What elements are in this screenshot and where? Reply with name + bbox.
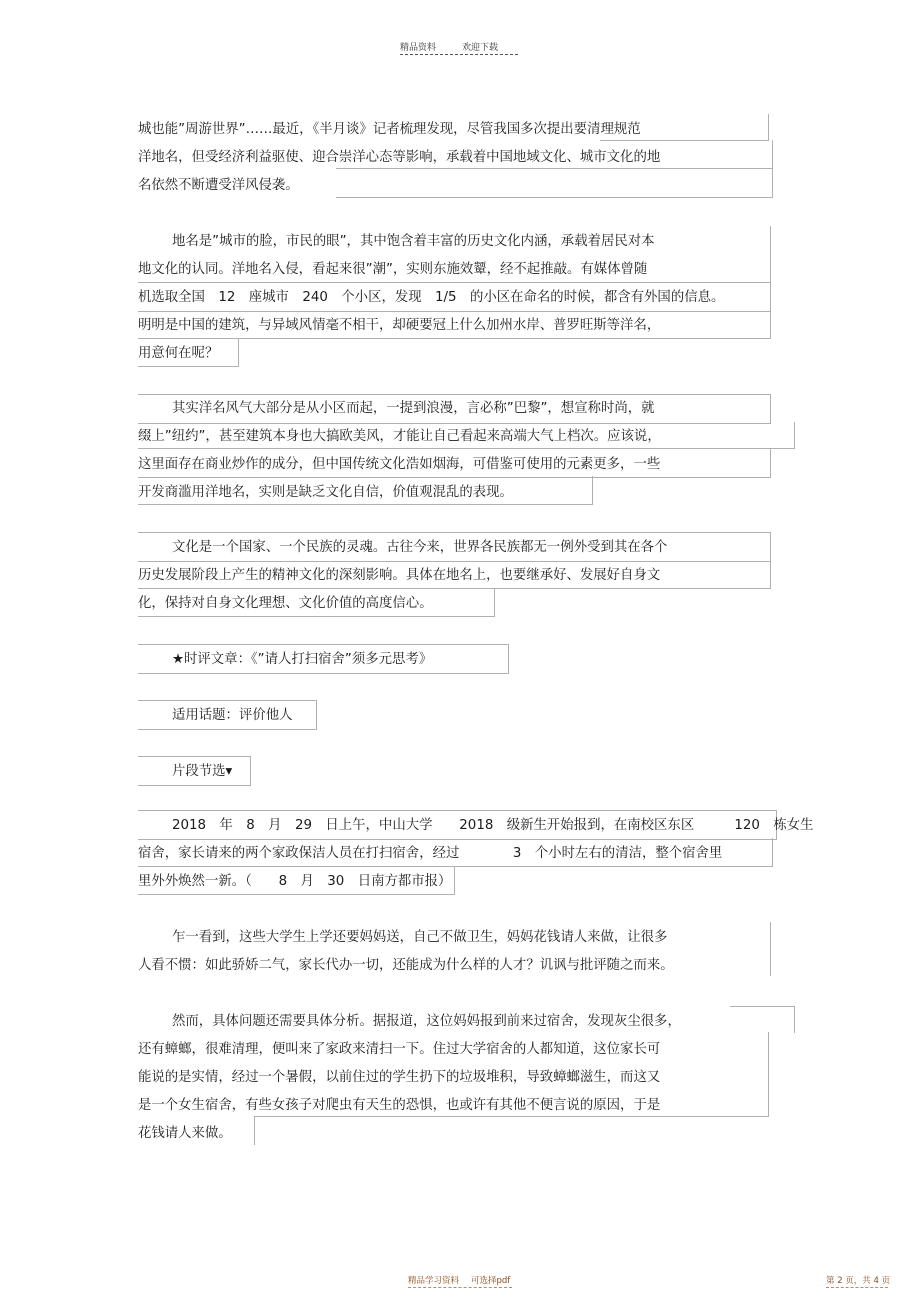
body-line: 机选取全国 12 座城市 240 个小区，发现 1/5 的小区在命名的时候，都含有外国的信息。 xyxy=(138,290,725,305)
header-right-text: 欢迎下载 xyxy=(462,43,499,53)
body-line: 历史发展阶段上产生的精神文化的深刻影响。具体在地名上，也要继承好、发展好自身文 xyxy=(138,568,661,583)
body-line: 能说的是实情，经过一个暑假，以前住过的学生扔下的垃圾堆积，导致蟑螂滋生，而这又 xyxy=(138,1070,661,1085)
paragraph-first-line: 文化是一个国家、一个民族的灵魂。古往今来，世界各民族都无一例外受到其在各个 xyxy=(172,540,668,555)
body-line: 开发商滥用洋地名，实则是缺乏文化自信，价值观混乱的表现。 xyxy=(138,485,513,500)
topic-label: 适用话题：评价他人 xyxy=(172,708,293,723)
body-line: 人看不惯：如此骄娇二气，家长代办一切，还能成为什么样的人才？讥讽与批评随之而来。 xyxy=(138,958,674,973)
scan-fragment-box xyxy=(254,1116,769,1145)
body-line: 名依然不断遭受洋风侵袭。 xyxy=(138,178,299,193)
page-footer-left xyxy=(408,1274,510,1286)
paragraph-first-line: 乍一看到，这些大学生上学还要妈妈送，自己不做卫生，妈妈花钱请人来做，让很多 xyxy=(172,930,668,945)
scan-fragment-box xyxy=(768,1032,771,1116)
excerpt-label: 片段节选▾ xyxy=(172,764,233,779)
footer-dashed-rule xyxy=(826,1287,888,1288)
header-left-text: 精品资料 xyxy=(400,43,437,53)
footer-left-a-text: 精品学习资料 xyxy=(408,1276,460,1286)
body-line: 这里面存在商业炒作的成分，但中国传统文化浩如烟海，可借鉴可使用的元素更多，一些 xyxy=(138,457,661,472)
scan-fragment-box xyxy=(706,226,771,283)
page-header xyxy=(400,40,518,53)
page-number-text: 第 2 页，共 4 页 xyxy=(826,1276,891,1286)
scan-fragment-box xyxy=(700,140,773,169)
body-line: 花钱请人来做。 xyxy=(138,1126,232,1141)
scan-fragment-box xyxy=(770,922,795,976)
footer-left-b-text: 可选择pdf xyxy=(471,1276,511,1286)
page-number xyxy=(826,1274,890,1286)
scan-fragment-box xyxy=(336,168,773,198)
header-dashed-rule xyxy=(400,54,518,55)
paragraph-first-line: 地名是”城市的脸，市民的眼”，其中饱含着丰富的历史文化内涵，承载着居民对本 xyxy=(172,234,655,249)
body-line: 里外外焕然一新。（ 8 月 30 日南方都市报） xyxy=(138,874,452,889)
body-line: 地文化的认同。洋地名入侵，看起来很”潮”，实则东施效颦，经不起推敲。有媒体曾随 xyxy=(138,262,648,277)
body-line: 还有蟑螂，很难清理，便叫来了家政来清扫一下。住过大学宿舍的人都知道，这位家长可 xyxy=(138,1042,661,1057)
footer-dashed-rule xyxy=(408,1287,512,1288)
body-line: 城也能”周游世界”……最近，《半月谈》记者梳理发现，尽管我国多次提出要清理规范 xyxy=(138,122,641,137)
body-line: 化，保持对自身文化理想、文化价值的高度信心。 xyxy=(138,596,433,611)
body-line: 是一个女生宿舍，有些女孩子对爬虫有天生的恐惧，也或许有其他不便言说的原因，于是 xyxy=(138,1098,661,1113)
body-line: 宿舍，家长请来的两个家政保洁人员在打扫宿舍，经过 3 个小时左右的清洁，整个宿舍里 xyxy=(138,846,723,861)
body-line: 洋地名，但受经济利益驱使、迎合崇洋心态等影响，承载着中国地域文化、城市文化的地 xyxy=(138,150,661,165)
body-line: 用意何在呢？ xyxy=(138,346,219,361)
body-line: 明明是中国的建筑，与异域风情毫不相干，却硬要冠上什么加州水岸、普罗旺斯等洋名， xyxy=(138,318,661,333)
scan-fragment-box xyxy=(730,1006,795,1033)
body-line: 缀上”纽约”，甚至建筑本身也大搞欧美风，才能让自己看起来高端大气上档次。应该说， xyxy=(138,429,661,444)
paragraph-first-line: 然而，具体问题还需要具体分析。据报道，这位妈妈报到前来过宿舍，发现灰尘很多， xyxy=(172,1014,681,1029)
paragraph-first-line: 其实洋名风气大部分是从小区而起，一提到浪漫，言必称”巴黎”，想宣称时尚，就 xyxy=(172,401,655,416)
article-title: ★时评文章：《”请人打扫宿舍”须多元思考》 xyxy=(172,652,433,667)
paragraph-first-line: 2018 年 8 月 29 日上午，中山大学 2018 级新生开始报到，在南校区东区 120 栋女生 xyxy=(172,818,814,833)
